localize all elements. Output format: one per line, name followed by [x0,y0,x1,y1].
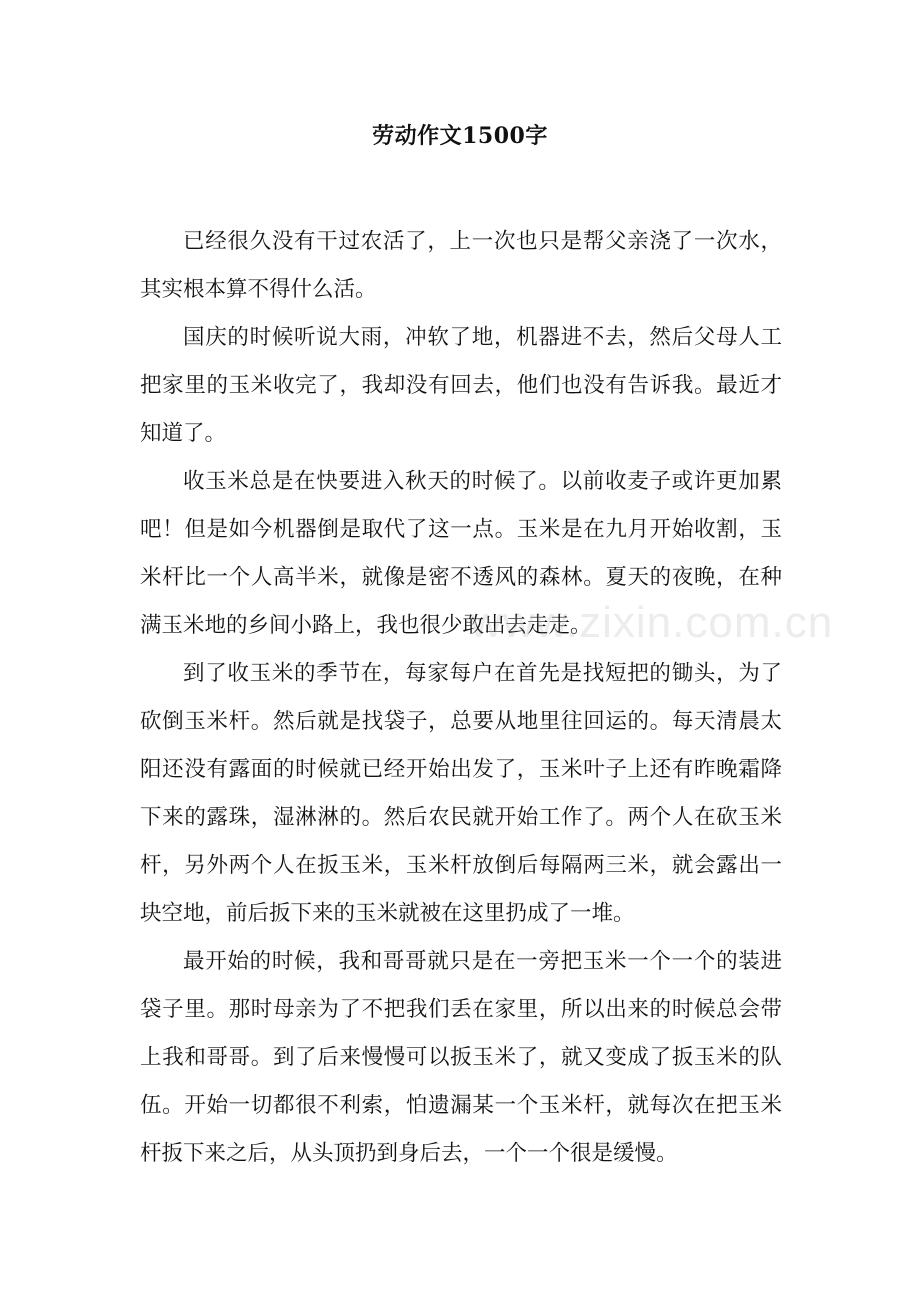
document-title: 劳动作文1500字 [372,123,548,149]
paragraph-3: 收玉米总是在快要进入秋天的时候了。以前收麦子或许更加累吧！但是如今机器倒是取代了这一点。玉米是在九月开始收割，玉米杆比一个人高半米，就像是密不透风的森林。夏天的夜晚，在种满玉米地的乡间小路上，我也很少敢出去走走。 [140,469,782,638]
watermark-text: www.zixin.com.cn [470,598,834,647]
document-body [140,218,782,1178]
paragraph-2: 国庆的时候听说大雨，冲软了地，机器进不去，然后父母人工把家里的玉米收完了，我却没有回去，他们也没有告诉我。最近才知道了。 [140,325,782,446]
paragraph-5: 最开始的时候，我和哥哥就只是在一旁把玉米一个一个的装进袋子里。那时母亲为了不把我们丢在家里，所以出来的时候总会带上我和哥哥。到了后来慢慢可以扳玉米了，就又变成了扳玉米的队伍。开始一切都很不利索，怕遗漏某一个玉米杆，就每次在把玉米杆扳下来之后，从头顶扔到身后去，一个一个很是缓慢。 [140,949,782,1166]
paragraph-1: 已经很久没有干过农活了，上一次也只是帮父亲浇了一次水，其实根本算不得什么活。 [140,229,782,302]
paragraph-4: 到了收玉米的季节在，每家每户在首先是找短把的锄头，为了砍倒玉米杆。然后就是找袋子，总要从地里往回运的。每天清晨太阳还没有露面的时候就已经开始出发了，玉米叶子上还有昨晚霜降下来的露珠，湿淋淋的。然后农民就开始工作了。两个人在砍玉米杆，另外两个人在扳玉米，玉米杆放倒后每隔两三米，就会露出一块空地，前后扳下来的玉米就被在这里扔成了一堆。 [140,661,782,926]
